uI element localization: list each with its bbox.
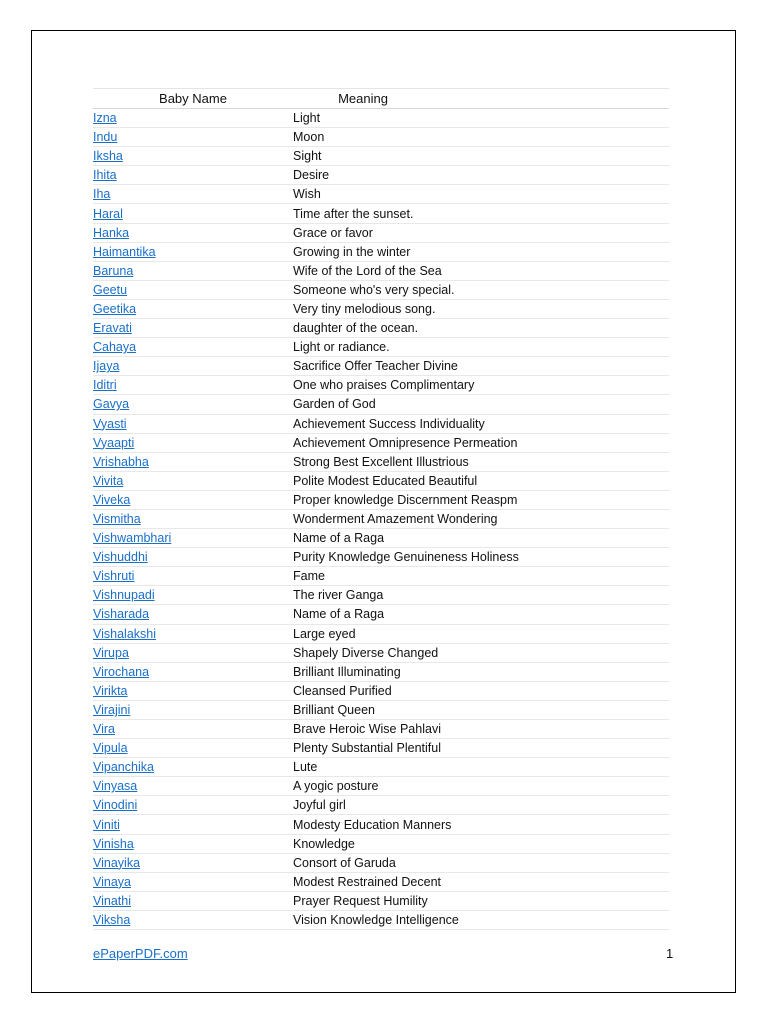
table-row	[93, 281, 669, 300]
table-row	[93, 777, 669, 796]
name-meaning: Joyful girl	[293, 798, 346, 813]
baby-name-link[interactable]: Vivita	[93, 473, 124, 488]
name-meaning: Modest Restrained Decent	[293, 874, 441, 889]
table-row	[93, 625, 669, 644]
table-row	[93, 567, 669, 586]
name-meaning: Consort of Garuda	[293, 855, 396, 870]
name-meaning: Modesty Education Manners	[293, 817, 452, 832]
baby-name-link[interactable]: Indu	[93, 130, 118, 145]
name-meaning: Growing in the winter	[293, 244, 411, 259]
table-row	[93, 224, 669, 243]
table-row	[93, 586, 669, 605]
name-meaning: Wish	[293, 187, 321, 202]
table-row	[93, 357, 669, 376]
name-meaning: Wife of the Lord of the Sea	[293, 263, 442, 278]
table-row	[93, 835, 669, 854]
table-row	[93, 644, 669, 663]
name-meaning: Purity Knowledge Genuineness Holiness	[293, 550, 519, 565]
table-body	[93, 109, 669, 930]
name-meaning: Someone who's very special.	[293, 282, 455, 297]
table-row	[93, 472, 669, 491]
table-row	[93, 147, 669, 166]
name-meaning: Name of a Raga	[293, 531, 385, 546]
baby-name-link[interactable]: Cahaya	[93, 340, 137, 355]
table-row	[93, 605, 669, 624]
name-meaning: Light or radiance.	[293, 340, 390, 355]
table-row	[93, 338, 669, 357]
name-meaning: Cleansed Purified	[293, 683, 392, 698]
baby-name-link[interactable]: Vinyasa	[93, 779, 138, 794]
baby-name-link[interactable]: Geetika	[93, 301, 137, 316]
name-meaning: Sacrifice Offer Teacher Divine	[293, 359, 458, 374]
table-row	[93, 166, 669, 185]
name-meaning: Vision Knowledge Intelligence	[293, 912, 459, 927]
table-row	[93, 892, 669, 911]
baby-name-link[interactable]: Vira	[93, 722, 116, 737]
table-row	[93, 815, 669, 834]
name-meaning: Brilliant Queen	[293, 702, 375, 717]
name-meaning: Brave Heroic Wise Pahlavi	[293, 722, 441, 737]
baby-name-link[interactable]: Vishnupadi	[93, 588, 155, 603]
table-row	[93, 185, 669, 204]
table-row	[93, 529, 669, 548]
baby-name-link[interactable]: Iditri	[93, 378, 117, 393]
name-meaning: Fame	[293, 569, 325, 584]
baby-name-link[interactable]: Vrishabha	[93, 454, 149, 469]
name-meaning: Wonderment Amazement Wondering	[293, 512, 498, 527]
name-meaning: Proper knowledge Discernment Reaspm	[293, 492, 518, 507]
table-header-row	[93, 88, 669, 109]
baby-name-link[interactable]: Vishalakshi	[93, 626, 157, 641]
table-row	[93, 701, 669, 720]
baby-name-link[interactable]: Virochana	[93, 664, 150, 679]
baby-name-link[interactable]: Viniti	[93, 817, 120, 832]
header-meaning: Meaning	[338, 91, 388, 106]
name-meaning: Name of a Raga	[293, 607, 385, 622]
baby-name-link[interactable]: Virikta	[93, 683, 128, 698]
baby-name-link[interactable]: Vismitha	[93, 512, 141, 527]
name-meaning: Shapely Diverse Changed	[293, 645, 439, 660]
baby-name-link[interactable]: Virupa	[93, 645, 129, 660]
name-meaning: Brilliant Illuminating	[293, 664, 401, 679]
baby-name-link[interactable]: Haral	[93, 206, 123, 221]
header-baby-name: Baby Name	[159, 91, 227, 106]
baby-name-link[interactable]: Viveka	[93, 492, 131, 507]
baby-name-link[interactable]: Visharada	[93, 607, 150, 622]
table-row	[93, 376, 669, 395]
baby-name-link[interactable]: Hanka	[93, 225, 130, 240]
baby-name-link[interactable]: Vinodini	[93, 798, 138, 813]
table-row	[93, 109, 669, 128]
name-meaning: Light	[293, 111, 321, 126]
name-meaning: Time after the sunset.	[293, 206, 414, 221]
name-meaning: One who praises Complimentary	[293, 378, 475, 393]
table-row	[93, 911, 669, 930]
baby-name-link[interactable]: Vyasti	[93, 416, 127, 431]
name-meaning: Polite Modest Educated Beautiful	[293, 473, 478, 488]
table-row	[93, 510, 669, 529]
baby-name-link[interactable]: Vipanchika	[93, 760, 154, 775]
name-meaning: Sight	[293, 149, 322, 164]
name-meaning: Desire	[293, 168, 330, 183]
name-meaning: Grace or favor	[293, 225, 373, 240]
baby-name-link[interactable]: Ijaya	[93, 359, 120, 374]
name-meaning: Moon	[293, 130, 325, 145]
table-row	[93, 300, 669, 319]
name-meaning: The river Ganga	[293, 588, 384, 603]
name-meaning: Strong Best Excellent Illustrious	[293, 454, 469, 469]
baby-name-link[interactable]: Haimantika	[93, 244, 156, 259]
baby-name-link[interactable]: Iha	[93, 187, 111, 202]
baby-name-link[interactable]: Ihita	[93, 168, 117, 183]
baby-name-link[interactable]: Baruna	[93, 263, 134, 278]
table-row	[93, 663, 669, 682]
baby-name-link[interactable]: Eravati	[93, 321, 132, 336]
table-row	[93, 204, 669, 223]
name-meaning: Lute	[293, 760, 318, 775]
table-row	[93, 243, 669, 262]
table-row	[93, 319, 669, 338]
table-row	[93, 128, 669, 147]
baby-name-link[interactable]: Gavya	[93, 397, 130, 412]
name-meaning: Achievement Omnipresence Permeation	[293, 435, 518, 450]
baby-name-link[interactable]: Vishuddhi	[93, 550, 148, 565]
baby-names-table	[93, 88, 669, 930]
baby-name-link[interactable]: Iksha	[93, 149, 123, 164]
baby-name-link[interactable]: Izna	[93, 111, 117, 126]
table-row	[93, 415, 669, 434]
baby-name-link[interactable]: Virajini	[93, 702, 131, 717]
baby-name-link[interactable]: Vishwambhari	[93, 531, 172, 546]
table-row	[93, 682, 669, 701]
name-meaning: Very tiny melodious song.	[293, 301, 436, 316]
name-meaning: Plenty Substantial Plentiful	[293, 741, 442, 756]
footer-site-link[interactable]: ePaperPDF.com	[93, 946, 188, 961]
page-number: 1	[666, 946, 674, 961]
name-meaning: Garden of God	[293, 397, 376, 412]
baby-name-link[interactable]: Geetu	[93, 282, 128, 297]
baby-name-link[interactable]: Vyaapti	[93, 435, 135, 450]
baby-name-link[interactable]: Vipula	[93, 741, 128, 756]
table-row	[93, 491, 669, 510]
table-row	[93, 453, 669, 472]
name-meaning: A yogic posture	[293, 779, 379, 794]
table-row	[93, 548, 669, 567]
table-row	[93, 739, 669, 758]
table-row	[93, 796, 669, 815]
table-row	[93, 720, 669, 739]
baby-name-link[interactable]: Vinayika	[93, 855, 141, 870]
name-meaning: Achievement Success Individuality	[293, 416, 485, 431]
table-row	[93, 434, 669, 453]
name-meaning: Large eyed	[293, 626, 356, 641]
table-row	[93, 262, 669, 281]
table-row	[93, 395, 669, 414]
table-row	[93, 758, 669, 777]
baby-name-link[interactable]: Viksha	[93, 912, 131, 927]
baby-name-link[interactable]: Vinathi	[93, 893, 131, 908]
table-row	[93, 873, 669, 892]
table-row	[93, 854, 669, 873]
name-meaning: daughter of the ocean.	[293, 321, 419, 336]
baby-name-link[interactable]: Vinisha	[93, 836, 134, 851]
name-meaning: Prayer Request Humility	[293, 893, 428, 908]
baby-name-link[interactable]: Vinaya	[93, 874, 131, 889]
baby-name-link[interactable]: Vishruti	[93, 569, 135, 584]
name-meaning: Knowledge	[293, 836, 355, 851]
